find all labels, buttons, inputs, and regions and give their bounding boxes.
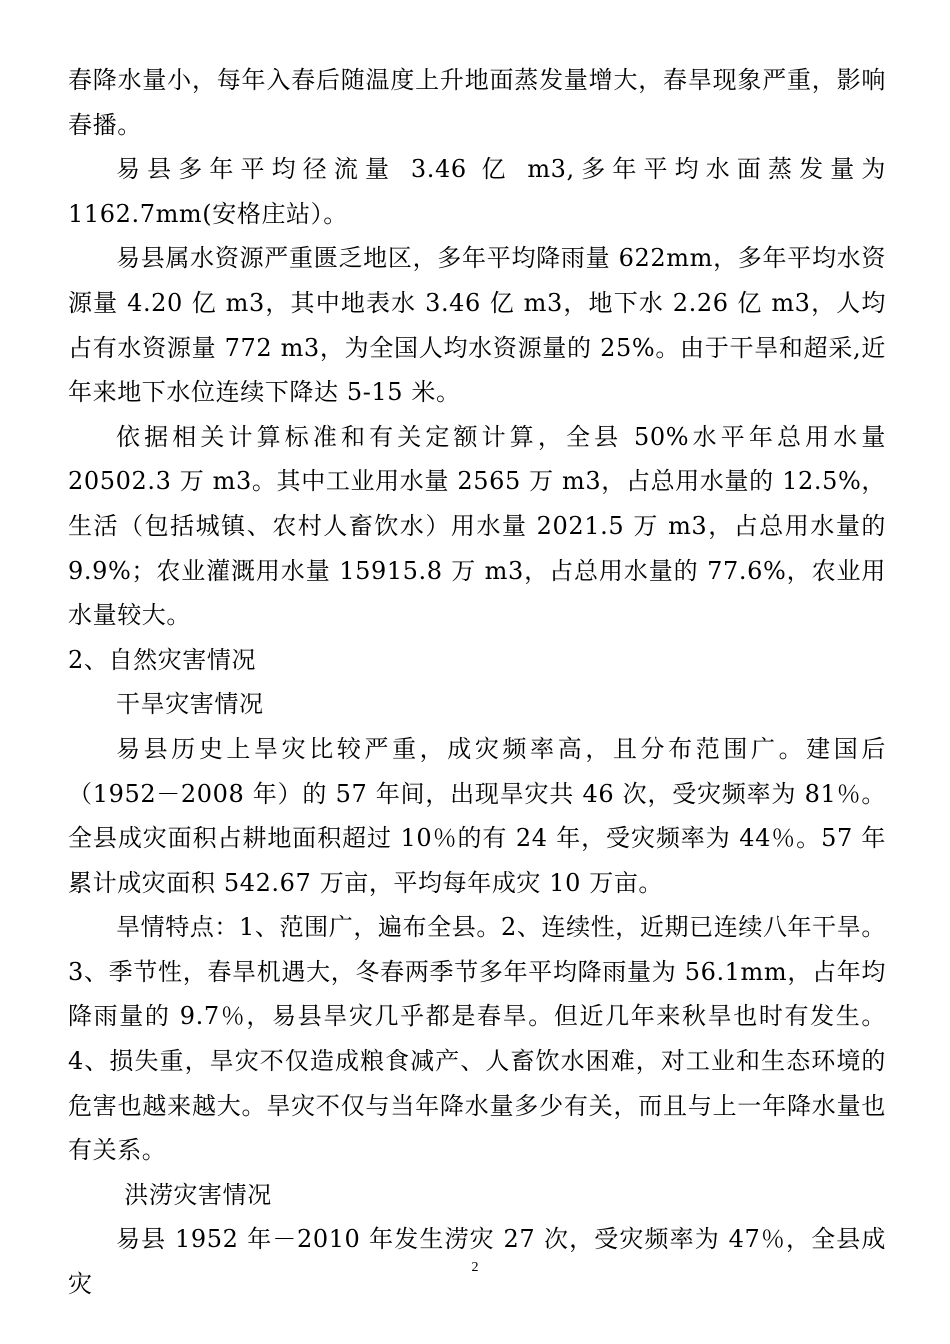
paragraph-spring-drought: 春降水量小，每年入春后随温度上升地面蒸发量增大，春旱现象严重，影响春播。 (68, 66, 886, 139)
subheading-drought: 干旱灾害情况 (116, 690, 264, 719)
paragraph-water-usage: 依据相关计算标准和有关定额计算，全县 50%水平年总用水量 20502.3 万 m3。其中工业用水量 2565 万 m3，占总用水量的 12.5%，生活（包括城镇、农村人畜饮水）用水量 2021.5 万 m3，占总用水量的 9.9%；农业灌溉用水量 15915.8 万 m3，占总用水量的 77.6%，农业用水量较大。 (68, 422, 886, 630)
document-body (68, 58, 886, 1307)
page-number: 2 (471, 1260, 479, 1275)
paragraph-flood-history: 易县 1952 年－2010 年发生涝灾 27 次，受灾频率为 47％，全县成灾 (68, 1225, 886, 1299)
paragraph-drought-characteristics: 旱情特点：1、范围广，遍布全县。2、连续性，近期已连续八年干旱。3、季节性，春旱机遇大，冬春两季节多年平均降雨量为 56.1mm，占年均降雨量的 9.7％，易县旱灾几乎都是春旱。但近几年来秋旱也时有发生。4、损失重，旱灾不仅造成粮食减产、人畜饮水困难，对工业和生态环境的危害也越来越大。旱灾不仅与当年降水量多少有关，而且与上一年降水量也有关系。 (68, 913, 886, 1165)
paragraph-runoff: 易县多年平均径流量 3.46 亿 m3,多年平均水面蒸发量为 1162.7mm(安格庄站）。 (68, 155, 886, 228)
paragraph-drought-history: 易县历史上旱灾比较严重，成灾频率高，且分布范围广。建国后（1952－2008 年）的 57 年间，出现旱灾共 46 次，受灾频率为 81％。全县成灾面积占耕地面积超过 10％的有 24 年，受灾频率为 44％。57 年累计成灾面积 542.67 万亩，平均每年成灾 10 万亩。 (68, 734, 886, 897)
section-heading-natural-disasters: 2、自然灾害情况 (68, 645, 257, 674)
paragraph-water-resources: 易县属水资源严重匮乏地区，多年平均降雨量 622mm，多年平均水资源量 4.20 亿 m3，其中地表水 3.46 亿 m3，地下水 2.26 亿 m3，人均占有水资源量 772 m3，为全国人均水资源量的 25%。由于干旱和超采,近年来地下水位连续下降达 5-15 米。 (68, 244, 886, 407)
subheading-flood: 洪涝灾害情况 (116, 1180, 272, 1209)
